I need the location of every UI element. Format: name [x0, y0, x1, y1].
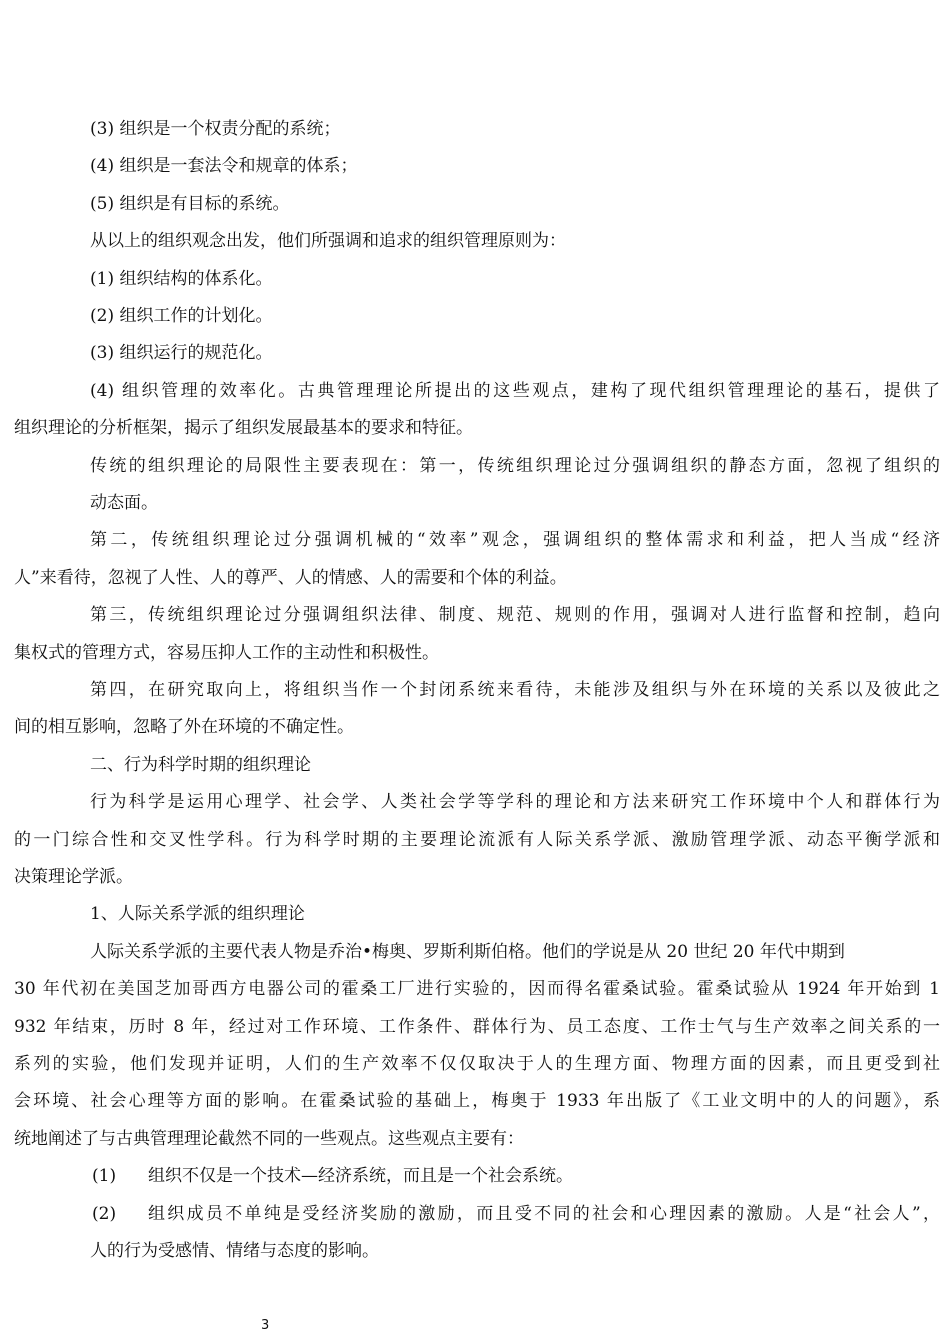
- subsection-heading-human-relations: 1、人际关系学派的组织理论: [90, 904, 305, 924]
- paragraph-principles-intro: 从以上的组织观念出发，他们所强调和追求的组织管理原则为：: [90, 231, 566, 251]
- paragraph-line: 会环境、社会心理等方面的影响。在霍桑试验的基础上，梅奥于 1933 年出版了《工业文明中的人的问题》，系: [14, 1091, 940, 1111]
- paragraph-line: 统地阐述了与古典管理理论截然不同的一些观点。这些观点主要有：: [14, 1129, 524, 1149]
- paragraph-line: 30 年代初在美国芝加哥西方电器公司的霍桑工厂进行实验的，因而得名霍桑试验。霍桑试验从 1924 年开始到 1: [14, 979, 940, 999]
- list-item-principle-2: (2) 组织工作的计划化。: [90, 306, 273, 326]
- list-marker-2: (2): [92, 1204, 117, 1224]
- list-item-organization-rules: (4) 组织是一套法令和规章的体系；: [90, 156, 358, 176]
- paragraph-behavioral-science: 行为科学是运用心理学、社会学、人类社会学等学科的理论和方法来研究工作环境中个人和群体行为: [90, 792, 940, 812]
- paragraph-fourth-limitation: 第四，在研究取向上，将组织当作一个封闭系统来看待，未能涉及组织与外在环境的关系以及彼此之: [90, 680, 940, 700]
- paragraph-line: 人”来看待，忽视了人性、人的尊严、人的情感、人的需要和个体的利益。: [14, 568, 567, 588]
- list-item-principle-4: (4) 组织管理的效率化。古典管理理论所提出的这些观点，建构了现代组织管理理论的基石，提供了: [90, 381, 940, 401]
- list-item-organization-goals: (5) 组织是有目标的系统。: [90, 194, 290, 214]
- list-item-social-man: 组织成员不单纯是受经济奖励的激励，而且受不同的社会和心理因素的激励。人是“社会人”，: [148, 1204, 940, 1224]
- page-number: 3: [261, 1318, 270, 1333]
- list-item-social-system: 组织不仅是一个技术—经济系统，而且是一个社会系统。: [148, 1166, 573, 1186]
- paragraph-line: 系列的实验，他们发现并证明，人们的生产效率不仅仅取决于人的生理方面、物理方面的因素，而且更受到社: [14, 1054, 940, 1074]
- list-item-principle-3: (3) 组织运行的规范化。: [90, 343, 273, 363]
- list-item-principle-1: (1) 组织结构的体系化。: [90, 269, 273, 289]
- paragraph-line: 的一门综合性和交叉性学科。行为科学时期的主要理论流派有人际关系学派、激励管理学派、动态平衡学派和: [14, 830, 940, 850]
- list-item-organization-authority: (3) 组织是一个权责分配的系统；: [90, 119, 341, 139]
- list-marker-1: (1): [92, 1166, 117, 1186]
- paragraph-second-limitation: 第二，传统组织理论过分强调机械的“效率”观念，强调组织的整体需求和利益，把人当成“经济: [90, 530, 940, 550]
- paragraph-line: 人的行为受感情、情绪与态度的影响。: [90, 1241, 379, 1261]
- paragraph-line: 集权式的管理方式，容易压抑人工作的主动性和积极性。: [14, 643, 439, 663]
- paragraph-third-limitation: 第三，传统组织理论过分强调组织法律、制度、规范、规则的作用，强调对人进行监督和控制，趋向: [90, 605, 940, 625]
- paragraph-line: 932 年结束，历时 8 年，经过对工作环境、工作条件、群体行为、员工态度、工作士气与生产效率之间关系的一: [14, 1017, 940, 1037]
- paragraph-line: 组织理论的分析框架，揭示了组织发展最基本的要求和特征。: [14, 418, 473, 438]
- section-heading-behavioral-science: 二、行为科学时期的组织理论: [90, 755, 311, 775]
- paragraph-limitations: 传统的组织理论的局限性主要表现在：第一，传统组织理论过分强调组织的静态方面，忽视了组织的: [90, 456, 940, 476]
- paragraph-line: 决策理论学派。: [14, 867, 133, 887]
- paragraph-line: 动态面。: [90, 493, 158, 513]
- paragraph-line: 间的相互影响，忽略了外在环境的不确定性。: [14, 717, 354, 737]
- paragraph-human-relations: 人际关系学派的主要代表人物是乔治•梅奥、罗斯利斯伯格。他们的学说是从 20 世纪 20 年代中期到: [90, 942, 845, 962]
